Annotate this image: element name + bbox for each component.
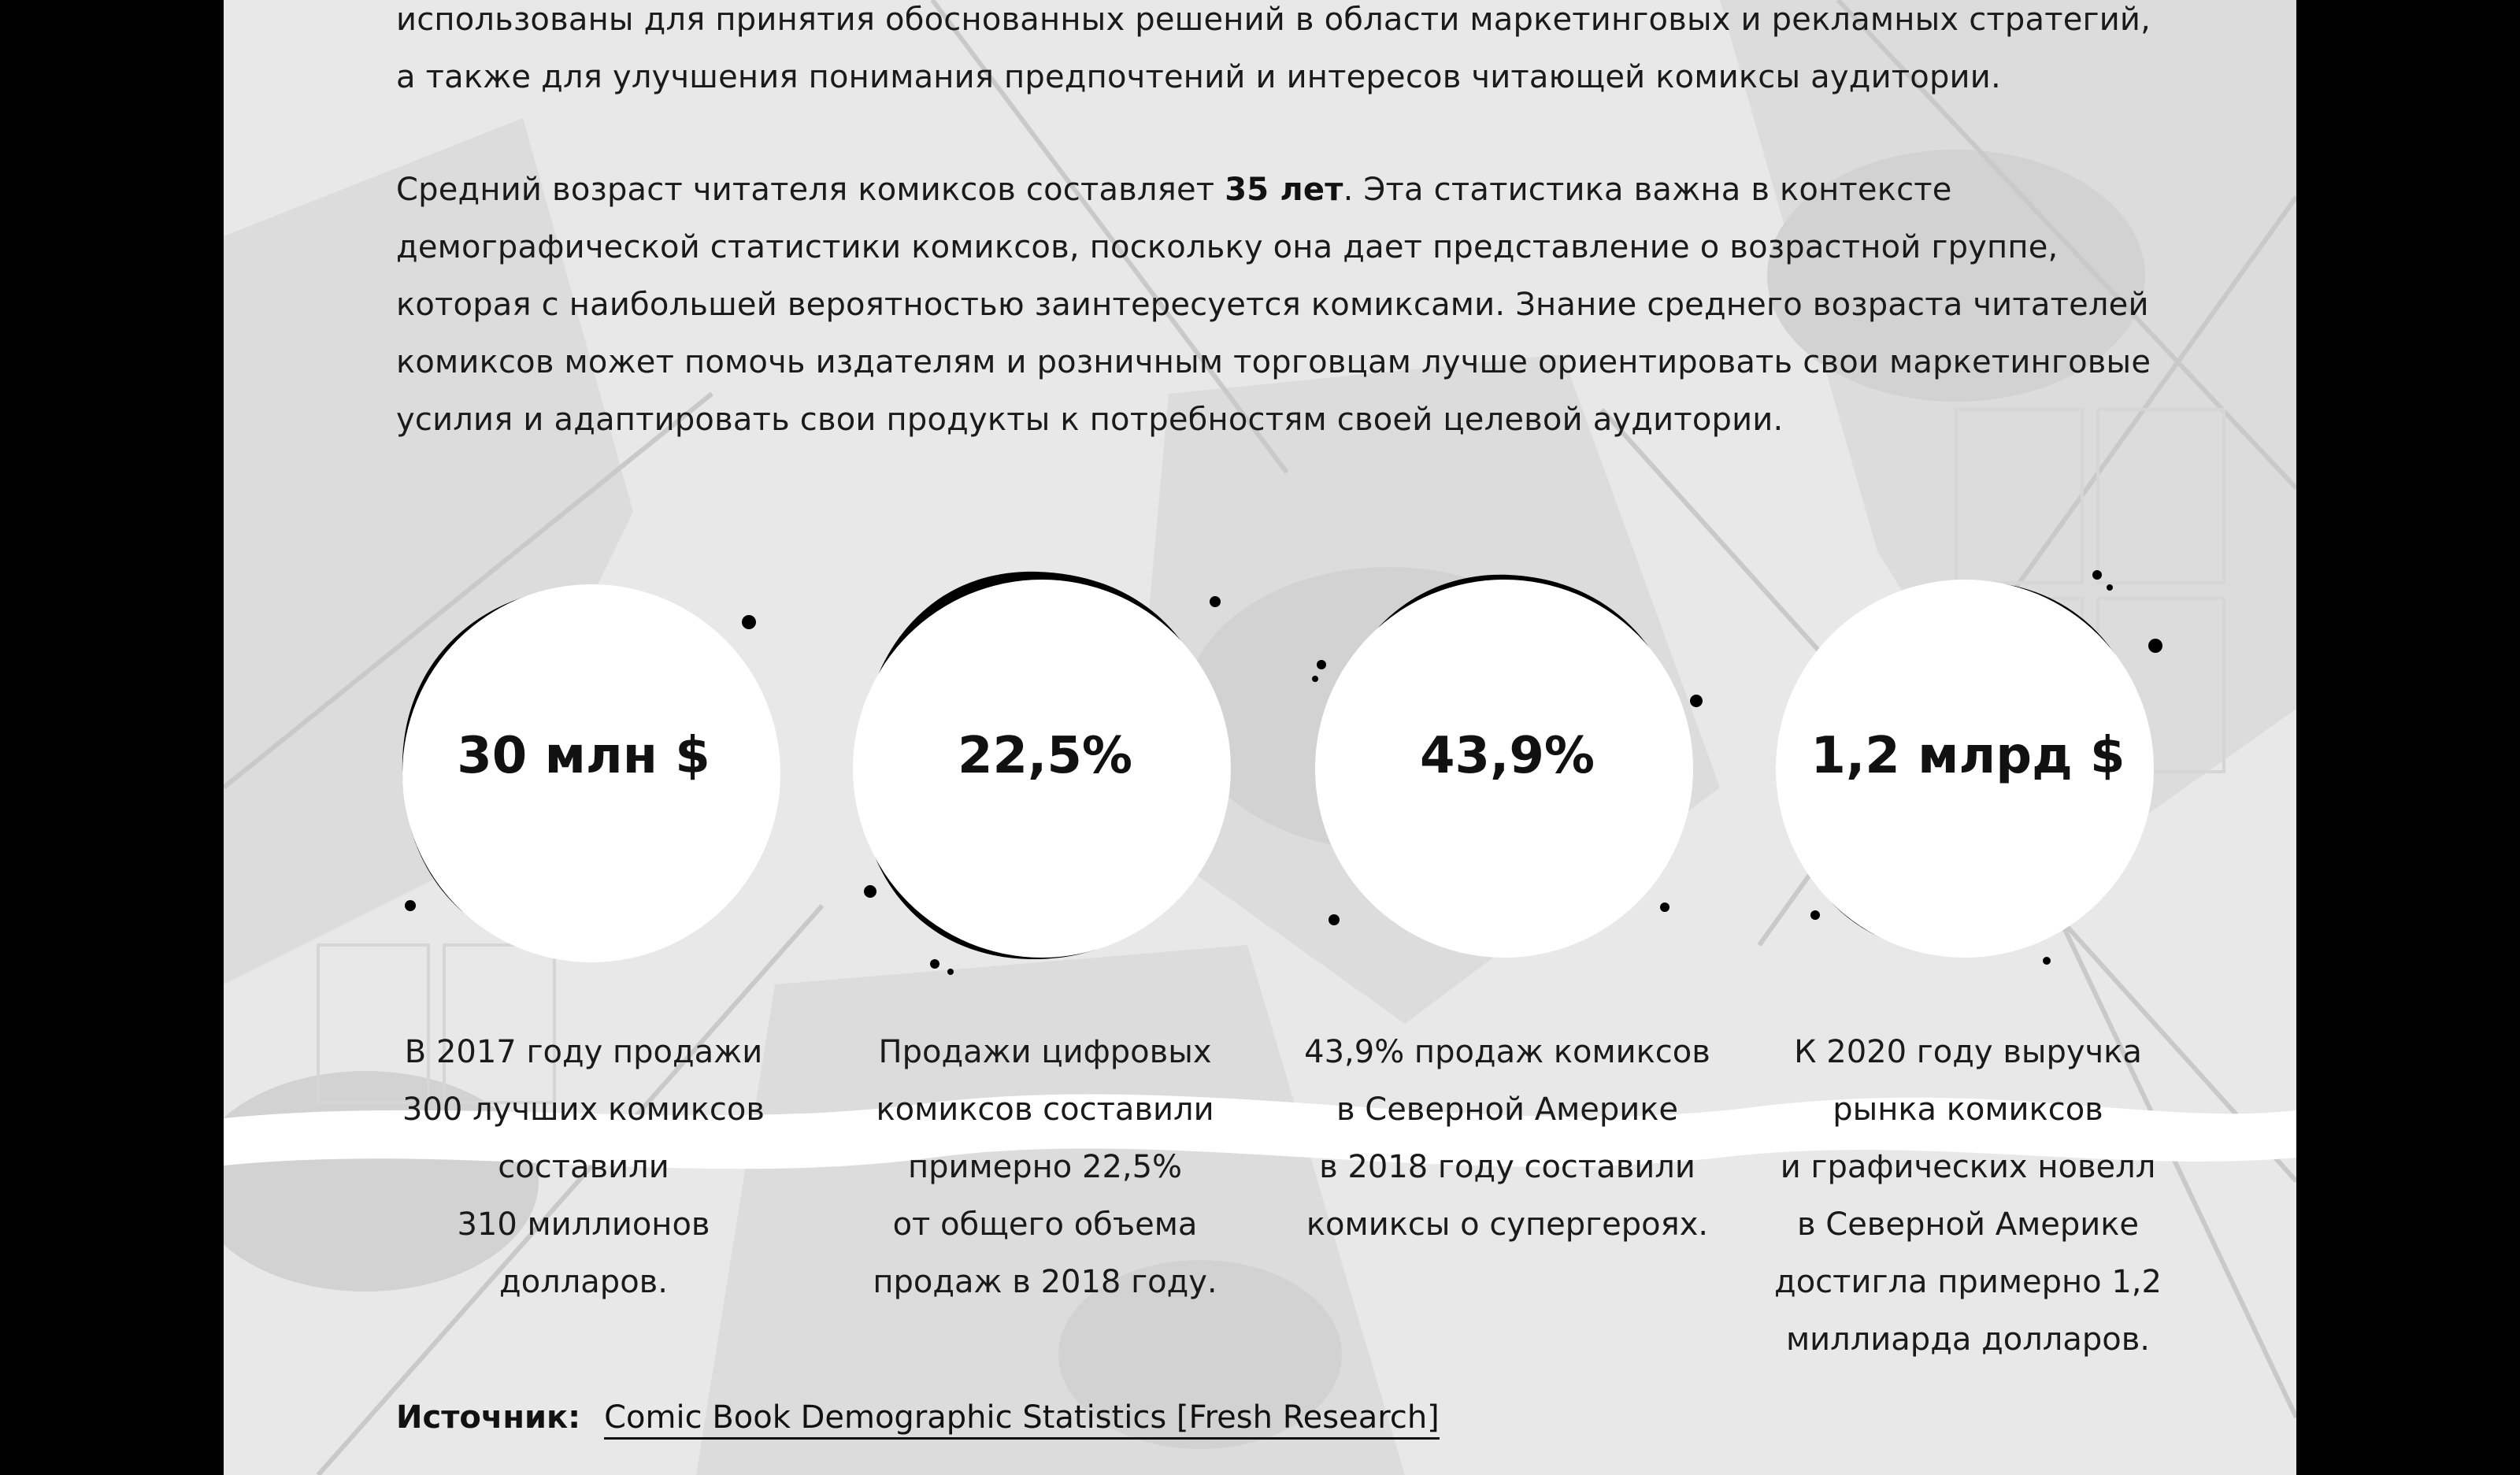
stat-description-line: К 2020 году выручка [1794, 1034, 2142, 1070]
source-label: Источник: [396, 1399, 581, 1436]
stat-description [1303, 1024, 1712, 1254]
intro-paragraph [396, 0, 2151, 106]
stat-value: 30 млн $ [457, 727, 710, 785]
stat-card-digital-sales [840, 567, 1250, 1355]
stat-description-line: в Северной Америке [1336, 1091, 1679, 1128]
paragraph-text: . Эта статистика важна в контексте [1343, 172, 1952, 208]
paragraph-line: усилия и адаптировать свои продукты к потребностям своей целевой аудитории. [396, 402, 1784, 438]
stat-description-line: составили [498, 1149, 669, 1185]
paragraph-line: демографической статистики комиксов, поскольку она дает представление о возрастной группе, [396, 229, 2059, 265]
age-paragraph [396, 161, 2151, 449]
stat-description-line: 300 лучших комиксов [402, 1091, 765, 1128]
stat-description-line: миллиарда долларов. [1785, 1321, 2150, 1358]
stat-description-line: в 2018 году составили [1319, 1149, 1695, 1185]
stat-card-superhero-share [1303, 567, 1712, 1355]
paragraph-line: а также для улучшения понимания предпочтений и интересов читающей комиксы аудитории. [396, 59, 2001, 95]
stat-value: 43,9% [1419, 727, 1595, 785]
paragraph-line: которая с наибольшей вероятностью заинтересуется комиксами. Знание среднего возраста читателей [396, 287, 2149, 323]
stat-description-line: 43,9% продаж комиксов [1304, 1034, 1710, 1070]
stat-value: 22,5% [957, 727, 1133, 785]
stat-description [379, 1024, 788, 1311]
stat-description-line: рынка комиксов [1833, 1091, 2103, 1128]
stat-description [840, 1024, 1250, 1311]
stat-description-line: от общего объема [892, 1206, 1198, 1243]
stat-description-line: достигла примерно 1,2 [1774, 1264, 2162, 1300]
stat-card-sales-2017 [379, 567, 788, 1355]
stat-description-line: В 2017 году продажи [404, 1034, 763, 1070]
article-content [224, 0, 2296, 1475]
stat-description-line: 310 миллионов [457, 1206, 710, 1243]
stat-description-line: комиксы о супергероях. [1306, 1206, 1709, 1243]
stat-card-market-revenue [1763, 567, 2173, 1358]
stat-value: 1,2 млрд $ [1810, 727, 2125, 785]
average-age-highlight: 35 лет [1225, 172, 1343, 208]
stat-description-line: примерно 22,5% [907, 1149, 1183, 1185]
stat-description-line: в Северной Америке [1796, 1206, 2140, 1243]
paragraph-text: Средний возраст читателя комиксов составляет [396, 172, 1225, 208]
stat-description-line: продаж в 2018 году. [873, 1264, 1217, 1300]
paragraph-line [396, 161, 2129, 219]
paragraph-line: использованы для принятия обоснованных решений в области маркетинговых и рекламных стратегий, [396, 2, 2151, 38]
content-panel [224, 0, 2296, 1475]
stat-description-line: и графических новелл [1780, 1149, 2156, 1185]
source-line [396, 1394, 1440, 1441]
stat-description [1763, 1024, 2173, 1369]
source-link[interactable]: Comic Book Demographic Statistics [Fresh Research] [604, 1399, 1440, 1440]
stat-description-line: долларов. [499, 1264, 668, 1300]
stat-description-line: Продажи цифровых [878, 1034, 1212, 1070]
stat-description-line: комиксов составили [876, 1091, 1214, 1128]
paragraph-line: комиксов может помочь издателям и розничным торговцам лучше ориентировать свои маркетинговые [396, 344, 2151, 380]
